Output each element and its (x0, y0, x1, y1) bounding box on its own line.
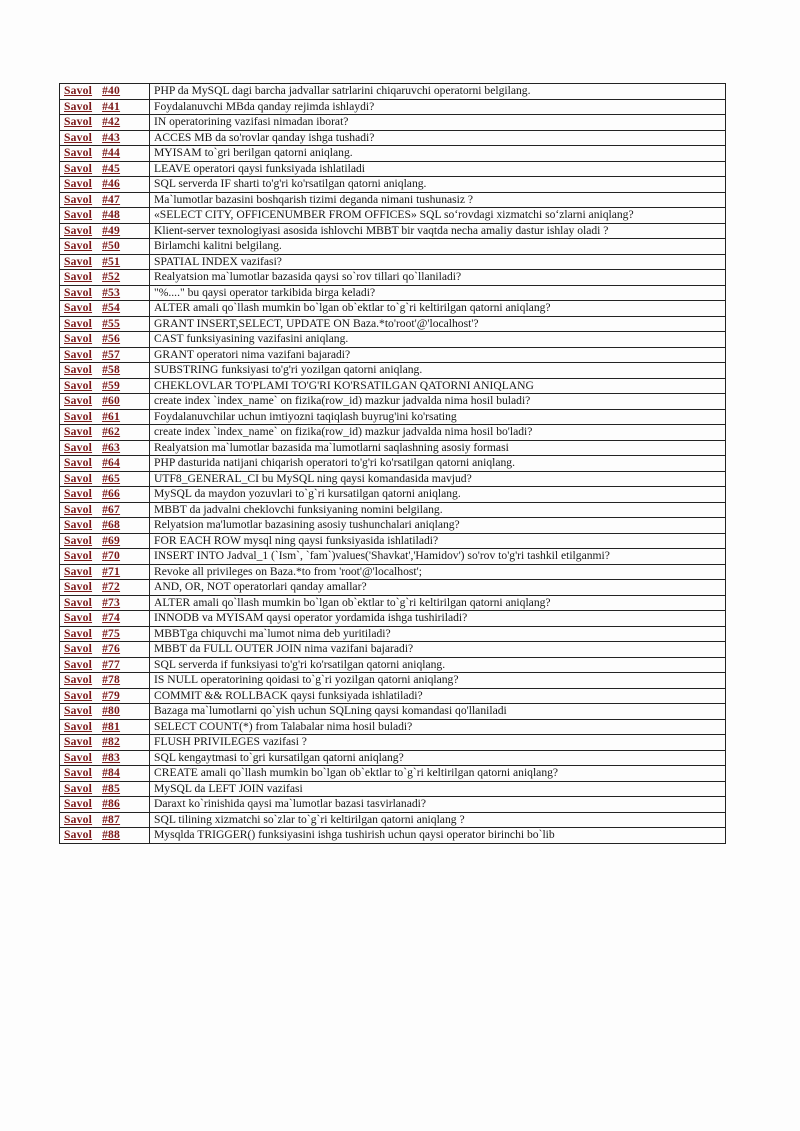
table-row (60, 115, 726, 131)
question-number-cell (60, 270, 150, 286)
question-text: IS NULL operatorining qoidasi to`g`ri yozilgan qatorni aniqlang? (150, 673, 726, 689)
question-number-cell (60, 611, 150, 627)
question-text: MBBT da FULL OUTER JOIN nima vazifani bajaradi? (150, 642, 726, 658)
question-number-cell (60, 456, 150, 472)
table-row (60, 254, 726, 270)
question-text: Mysqlda TRIGGER() funksiyasini ishga tushirish uchun qaysi operator birinchi bo`lib (150, 828, 726, 844)
question-label: Savol (64, 564, 93, 578)
question-number-cell (60, 347, 150, 363)
question-number-cell (60, 642, 150, 658)
question-text: MySQL da maydon yozuvlari to`g`ri kursatilgan qatorni aniqlang. (150, 487, 726, 503)
table-row (60, 766, 726, 782)
question-number: #72 (102, 580, 121, 593)
question-label: Savol (64, 518, 93, 531)
question-label: Savol (64, 316, 93, 330)
question-number-cell (60, 626, 150, 642)
question-label: Savol (64, 657, 93, 671)
question-text: Foydalanuvchi MBda qanday rejimda ishlaydi? (150, 99, 726, 115)
question-number: #75 (102, 626, 121, 640)
table-row (60, 549, 726, 565)
question-text: CAST funksiyasining vazifasini aniqlang. (150, 332, 726, 348)
question-number-cell (60, 487, 150, 503)
question-number-cell (60, 99, 150, 115)
question-number-cell (60, 688, 150, 704)
table-row (60, 673, 726, 689)
question-number-cell (60, 316, 150, 332)
question-text: Ma`lumotlar bazasini boshqarish tizimi deganda nimani tushunasiz ? (150, 192, 726, 208)
question-number: #77 (102, 657, 121, 671)
question-text: create index `index_name` on fizika(row_id) mazkur jadvalda nima hosil bo'ladi? (150, 425, 726, 441)
question-number: #79 (102, 688, 121, 702)
question-number-cell (60, 239, 150, 255)
question-text: Relyatsion ma'lumotlar bazasining asosiy tushunchalari aniqlang? (150, 518, 726, 534)
question-number-cell (60, 812, 150, 828)
question-number: #47 (102, 192, 121, 206)
question-label: Savol (64, 673, 93, 686)
question-number: #63 (102, 440, 121, 454)
question-number: #78 (102, 673, 121, 686)
question-label: Savol (64, 192, 93, 206)
question-label: Savol (64, 626, 93, 640)
question-label: Savol (64, 440, 93, 454)
questions-table-body (60, 84, 726, 844)
question-text: MBBTga chiquvchi ma`lumot nima deb yuritiladi? (150, 626, 726, 642)
question-number: #48 (102, 208, 121, 221)
question-number: #45 (102, 161, 121, 175)
table-row (60, 595, 726, 611)
question-number: #56 (102, 332, 121, 345)
question-label: Savol (64, 642, 93, 655)
question-text: «SELECT CITY, OFFICENUMBER FROM OFFICES» SQL so‘rovdagi xizmatchi so‘zlarni aniqlang? (150, 208, 726, 224)
question-number: #50 (102, 239, 121, 252)
question-text: GRANT INSERT,SELECT, UPDATE ON Baza.*to'root'@'localhost'? (150, 316, 726, 332)
question-number-cell (60, 84, 150, 100)
question-label: Savol (64, 208, 93, 221)
question-text: MySQL da LEFT JOIN vazifasi (150, 781, 726, 797)
question-number-cell (60, 518, 150, 534)
table-row (60, 440, 726, 456)
question-text: CREATE amali qo`llash mumkin bo`lgan ob`ektlar to`g`ri keltirilgan qatorni aniqlang? (150, 766, 726, 782)
question-number-cell (60, 657, 150, 673)
question-text: PHP dasturida natijani chiqarish operatori to'g'ri ko'rsatilgan qatorni aniqlang. (150, 456, 726, 472)
question-label: Savol (64, 378, 93, 392)
question-number-cell (60, 766, 150, 782)
question-text: SQL serverda if funksiyasi to'g'ri ko'rsatilgan qatorni aniqlang. (150, 657, 726, 673)
question-text: Klient-server texnologiyasi asosida ishlovchi MBBT bir vaqtda necha amaliy dastur ishlay oladi ? (150, 223, 726, 239)
table-row (60, 502, 726, 518)
question-text: IN operatorining vazifasi nimadan iborat? (150, 115, 726, 131)
question-label: Savol (64, 223, 93, 237)
question-number-cell (60, 285, 150, 301)
table-row (60, 146, 726, 162)
question-label: Savol (64, 363, 93, 376)
question-label: Savol (64, 394, 93, 407)
question-number-cell (60, 828, 150, 844)
question-text: ALTER amali qo`llash mumkin bo`lgan ob`ektlar to`g`ri keltirilgan qatorni aniqlang? (150, 595, 726, 611)
question-number: #52 (102, 270, 121, 283)
question-number: #71 (102, 564, 121, 578)
question-number-cell (60, 704, 150, 720)
table-row (60, 750, 726, 766)
document-page (59, 83, 725, 844)
question-label: Savol (64, 688, 93, 702)
table-row (60, 719, 726, 735)
table-row (60, 208, 726, 224)
question-number-cell (60, 146, 150, 162)
question-label: Savol (64, 239, 93, 252)
table-row (60, 223, 726, 239)
question-label: Savol (64, 115, 93, 128)
question-number-cell (60, 332, 150, 348)
question-label: Savol (64, 502, 93, 516)
question-text: Birlamchi kalitni belgilang. (150, 239, 726, 255)
question-label: Savol (64, 425, 93, 438)
table-row (60, 564, 726, 580)
table-row (60, 735, 726, 751)
question-number: #62 (102, 425, 121, 438)
question-label: Savol (64, 611, 93, 624)
question-number: #67 (102, 502, 121, 516)
question-text: INNODB va MYISAM qaysi operator yordamida ishga tushiriladi? (150, 611, 726, 627)
question-number-cell (60, 394, 150, 410)
question-number-cell (60, 549, 150, 565)
question-label: Savol (64, 735, 93, 748)
question-number-cell (60, 781, 150, 797)
question-number: #80 (102, 704, 121, 717)
table-row (60, 781, 726, 797)
question-number: #64 (102, 456, 121, 469)
question-number-cell (60, 161, 150, 177)
question-number: #57 (102, 347, 121, 361)
question-number: #81 (102, 719, 121, 733)
question-number: #49 (102, 223, 121, 237)
question-number: #85 (102, 781, 121, 795)
question-number: #68 (102, 518, 121, 531)
question-number-cell (60, 580, 150, 596)
table-row (60, 487, 726, 503)
question-number: #54 (102, 301, 121, 314)
question-text: COMMIT && ROLLBACK qaysi funksiyada ishlatiladi? (150, 688, 726, 704)
question-label: Savol (64, 595, 93, 609)
question-number-cell (60, 130, 150, 146)
question-number-cell (60, 177, 150, 193)
question-number-cell (60, 363, 150, 379)
question-label: Savol (64, 130, 93, 144)
table-row (60, 611, 726, 627)
question-number: #88 (102, 828, 121, 841)
questions-table (59, 83, 726, 844)
question-number: #65 (102, 471, 121, 485)
question-text: PHP da MySQL dagi barcha jadvallar satrlarini chiqaruvchi operatorni belgilang. (150, 84, 726, 100)
question-text: LEAVE operatori qaysi funksiyada ishlatiladi (150, 161, 726, 177)
question-text: GRANT operatori nima vazifani bajaradi? (150, 347, 726, 363)
question-label: Savol (64, 161, 93, 175)
question-text: Daraxt ko`rinishida qaysi ma`lumotlar bazasi tasvirlanadi? (150, 797, 726, 813)
table-row (60, 316, 726, 332)
table-row (60, 270, 726, 286)
table-row (60, 518, 726, 534)
question-text: Realyatsion ma`lumotlar bazasida qaysi so`rov tillari qo`llaniladi? (150, 270, 726, 286)
question-number: #41 (102, 99, 121, 113)
table-row (60, 394, 726, 410)
question-number-cell (60, 735, 150, 751)
question-number-cell (60, 425, 150, 441)
table-row (60, 161, 726, 177)
question-label: Savol (64, 285, 93, 299)
question-text: "%...." bu qaysi operator tarkibida birga keladi? (150, 285, 726, 301)
question-text: SELECT COUNT(*) from Talabalar nima hosil buladi? (150, 719, 726, 735)
table-row (60, 533, 726, 549)
table-row (60, 626, 726, 642)
table-row (60, 456, 726, 472)
question-text: create index `index_name` on fizika(row_id) mazkur jadvalda nima hosil buladi? (150, 394, 726, 410)
question-label: Savol (64, 828, 93, 841)
table-row (60, 285, 726, 301)
question-label: Savol (64, 177, 93, 190)
question-number: #84 (102, 766, 121, 779)
question-text: FLUSH PRIVILEGES vazifasi ? (150, 735, 726, 751)
table-row (60, 704, 726, 720)
table-row (60, 580, 726, 596)
question-label: Savol (64, 270, 93, 283)
question-number-cell (60, 115, 150, 131)
question-number: #83 (102, 750, 121, 764)
question-number-cell (60, 595, 150, 611)
question-number: #53 (102, 285, 121, 299)
table-row (60, 642, 726, 658)
question-label: Savol (64, 750, 93, 764)
question-label: Savol (64, 99, 93, 113)
question-text: SQL serverda IF sharti to'g'ri ko'rsatilgan qatorni aniqlang. (150, 177, 726, 193)
question-number: #59 (102, 378, 121, 392)
question-number: #82 (102, 735, 121, 748)
question-number: #61 (102, 409, 121, 423)
question-text: AND, OR, NOT operatorlari qanday amallar? (150, 580, 726, 596)
question-label: Savol (64, 797, 93, 810)
question-number-cell (60, 208, 150, 224)
question-label: Savol (64, 781, 93, 795)
question-text: INSERT INTO Jadval_1 (`Ism`, `fam`)values('Shavkat','Hamidov') so'rov to'g'ri tashkil etilganmi? (150, 549, 726, 565)
question-text: SPATIAL INDEX vazifasi? (150, 254, 726, 270)
question-number-cell (60, 440, 150, 456)
question-number: #70 (102, 549, 121, 562)
table-row (60, 301, 726, 317)
question-number-cell (60, 409, 150, 425)
question-label: Savol (64, 456, 93, 469)
table-row (60, 409, 726, 425)
table-row (60, 363, 726, 379)
table-row (60, 828, 726, 844)
question-text: SUBSTRING funksiyasi to'g'ri yozilgan qatorni aniqlang. (150, 363, 726, 379)
question-number-cell (60, 673, 150, 689)
question-number: #73 (102, 595, 121, 609)
question-number: #55 (102, 316, 121, 330)
question-number: #86 (102, 797, 121, 810)
question-label: Savol (64, 409, 93, 423)
question-number-cell (60, 797, 150, 813)
question-number-cell (60, 223, 150, 239)
question-label: Savol (64, 766, 93, 779)
question-number: #46 (102, 177, 121, 190)
question-label: Savol (64, 704, 93, 717)
question-label: Savol (64, 301, 93, 314)
question-label: Savol (64, 580, 93, 593)
table-row (60, 332, 726, 348)
question-text: ALTER amali qo`llash mumkin bo`lgan ob`ektlar to`g`ri keltirilgan qatorni aniqlang? (150, 301, 726, 317)
question-label: Savol (64, 549, 93, 562)
table-row (60, 378, 726, 394)
question-text: CHEKLOVLAR TO'PLAMI TO'G'RI KO'RSATILGAN QATORNI ANIQLANG (150, 378, 726, 394)
question-text: Realyatsion ma`lumotlar bazasida ma`lumotlarni saqlashning asosiy formasi (150, 440, 726, 456)
question-number: #43 (102, 130, 121, 144)
question-number: #40 (102, 84, 121, 97)
table-row (60, 177, 726, 193)
table-row (60, 192, 726, 208)
question-label: Savol (64, 332, 93, 345)
question-text: MBBT da jadvalni cheklovchi funksiyaning nomini belgilang. (150, 502, 726, 518)
question-number-cell (60, 192, 150, 208)
question-number-cell (60, 254, 150, 270)
question-number: #42 (102, 115, 121, 128)
table-row (60, 99, 726, 115)
question-number-cell (60, 502, 150, 518)
question-number-cell (60, 719, 150, 735)
question-label: Savol (64, 471, 93, 485)
question-number-cell (60, 750, 150, 766)
table-row (60, 347, 726, 363)
question-text: Foydalanuvchilar uchun imtiyozni taqiqlash buyrug'ini ko'rsating (150, 409, 726, 425)
question-label: Savol (64, 487, 93, 500)
question-label: Savol (64, 812, 93, 826)
table-row (60, 239, 726, 255)
question-number: #44 (102, 146, 121, 159)
question-text: SQL tilining xizmatchi so`zlar to`g`ri keltirilgan qatorni aniqlang ? (150, 812, 726, 828)
question-number: #87 (102, 812, 121, 826)
table-row (60, 657, 726, 673)
question-label: Savol (64, 533, 93, 547)
question-label: Savol (64, 347, 93, 361)
question-number-cell (60, 378, 150, 394)
question-text: UTF8_GENERAL_CI bu MySQL ning qaysi komandasida mavjud? (150, 471, 726, 487)
table-row (60, 812, 726, 828)
question-label: Savol (64, 146, 93, 159)
table-row (60, 471, 726, 487)
question-number-cell (60, 471, 150, 487)
question-number-cell (60, 533, 150, 549)
question-number: #58 (102, 363, 121, 376)
question-text: MYISAM to`gri berilgan qatorni aniqlang. (150, 146, 726, 162)
question-label: Savol (64, 84, 93, 97)
table-row (60, 130, 726, 146)
question-number: #69 (102, 533, 121, 547)
table-row (60, 425, 726, 441)
question-text: FOR EACH ROW mysql ning qaysi funksiyasida ishlatiladi? (150, 533, 726, 549)
question-number-cell (60, 301, 150, 317)
question-text: Revoke all privileges on Baza.*to from 'root'@'localhost'; (150, 564, 726, 580)
question-label: Savol (64, 254, 93, 268)
question-number: #60 (102, 394, 121, 407)
question-number: #51 (102, 254, 121, 268)
question-text: Bazaga ma`lumotlarni qo`yish uchun SQLning qaysi komandasi qo'llaniladi (150, 704, 726, 720)
question-number: #74 (102, 611, 121, 624)
question-number: #66 (102, 487, 121, 500)
question-number: #76 (102, 642, 121, 655)
question-text: SQL kengaytmasi to`gri kursatilgan qatorni aniqlang? (150, 750, 726, 766)
table-row (60, 797, 726, 813)
question-text: ACCES MB da so'rovlar qanday ishga tushadi? (150, 130, 726, 146)
question-label: Savol (64, 719, 93, 733)
question-number-cell (60, 564, 150, 580)
table-row (60, 84, 726, 100)
table-row (60, 688, 726, 704)
